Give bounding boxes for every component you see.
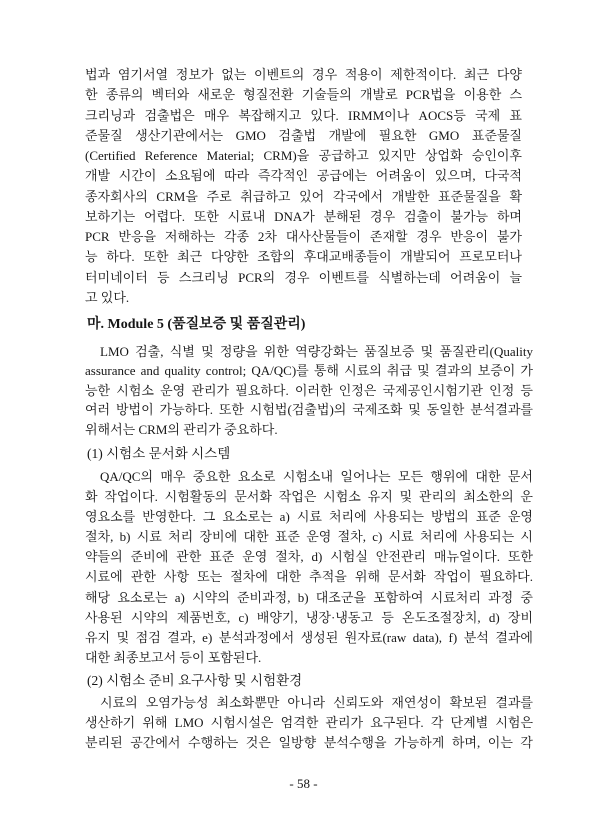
text-line: 시료의 오염가능성 최소화뿐만 아니라 신뢰도와 재연성이 확보된 결과를 bbox=[100, 695, 533, 710]
text-line: 종자회사의 CRM을 주로 취급하고 있어 각국에서 개발한 표준물질을 확 bbox=[85, 188, 522, 204]
paragraph-lab-documentation bbox=[85, 467, 533, 668]
text-line: 사용된 시약의 제품번호, c) 배양기, 냉장·냉동고 등 온도조절장치, d) 장비 bbox=[85, 609, 533, 625]
text-line: 법과 염기서열 정보가 없는 이벤트의 경우 적용이 제한적이다. 최근 다양 bbox=[85, 67, 522, 82]
text-line: QA/QC의 매우 중요한 요소로 시험소내 일어나는 모든 행위에 대한 문서 bbox=[100, 469, 533, 484]
text-line: 준물질 생산기관에서는 GMO 검출법 개발에 필요한 GMO 표준물질 bbox=[85, 127, 522, 143]
text-line: 터미네이터 등 스크리닝 PCR의 경우 이벤트를 식별하는데 어려움이 늘 bbox=[85, 269, 522, 285]
page-number: - 58 - bbox=[289, 776, 318, 791]
text-line: 분리된 공간에서 수행하는 것은 일방향 분석수행을 가능하게 하며, 이는 각 bbox=[85, 735, 533, 750]
text-line: 시료에 관한 사항 또는 절차에 대한 추적을 위해 문서화 작업이 필요하다. bbox=[85, 569, 533, 585]
text-line: 생산하기 위해 LMO 시험시설은 엄격한 관리가 요구된다. 각 단계별 시험은 bbox=[85, 715, 533, 730]
subsection-heading-lab-documentation: (1) 시험소 문서화 시스템 bbox=[87, 446, 231, 461]
text-line: 대한 최종보고서 등이 포함된다. bbox=[85, 649, 262, 665]
text-line: 능한 시험소 운영 관리가 필요하다. 이러한 인정은 국제공인시험기관 인정 등 bbox=[85, 382, 533, 398]
text-line: assurance and quality control; QA/QC)를 통해 시료의 취급 및 결과의 보증이 가 bbox=[85, 363, 533, 379]
paragraph-qaqc-overview bbox=[85, 342, 533, 439]
text-line: 화 작업이다. 시험활동의 문서화 작업은 시험소 유지 및 관리의 최소한의 운 bbox=[85, 489, 533, 505]
text-line: 크리닝과 검출법은 매우 복잡해지고 있다. IRMM이나 AOCS등 국제 표 bbox=[85, 107, 522, 123]
text-line: 유지 및 점검 결과, e) 분석과정에서 생성된 원자료(raw data), f) 분석 결과에 bbox=[85, 629, 533, 645]
text-line: PCR 반응을 저해하는 각종 2차 대사산물들이 존재할 경우 반응이 불가 bbox=[85, 229, 522, 244]
text-line: LMO 검출, 식별 및 정량을 위한 역량강화는 품질보증 및 품질관리(Quality bbox=[100, 344, 533, 359]
text-line: 보하기는 어렵다. 또한 시료내 DNA가 분해된 경우 검출이 불가능 하며 bbox=[85, 208, 522, 224]
text-line: 절차, b) 시료 처리 장비에 대한 표준 운영 절차, c) 시료 처리에 사용되는 시 bbox=[85, 529, 533, 545]
paragraph-lab-environment bbox=[85, 693, 533, 753]
text-line: 한 종류의 벡터와 새로운 형질전환 기술들의 개발로 PCR법을 이용한 스 bbox=[85, 87, 522, 103]
subsection-heading-lab-requirements: (2) 시험소 준비 요구사항 및 시험환경 bbox=[87, 673, 303, 688]
text-line: 개발 시간이 소요됨에 따라 즉각적인 공급에는 어려움이 있으며, 다국적 bbox=[85, 168, 522, 184]
text-line: 위해서는 CRM의 관리가 중요하다. bbox=[85, 421, 278, 437]
text-line: 여러 방법이 가능하다. 또한 시험법(검출법)의 국제조화 및 동일한 분석결과를 bbox=[85, 402, 533, 418]
section-heading-module5: 마. Module 5 (품질보증 및 품질관리) bbox=[87, 317, 306, 332]
text-line: 고 있다. bbox=[85, 289, 130, 305]
text-line: 약들의 준비에 관한 표준 운영 절차, d) 시험실 안전관리 매뉴얼이다. 또한 bbox=[85, 549, 533, 565]
text-line: 해당 요소로는 a) 시약의 준비과정, b) 대조군을 포함하여 시료처리 과정 중 bbox=[85, 589, 533, 605]
text-line: (Certified Reference Material; CRM)을 공급하고 있지만 상업화 승인이후 bbox=[85, 148, 522, 163]
text-line: 영요소를 반영한다. 그 요소로는 a) 시료 처리에 사용되는 방법의 표준 운영 bbox=[85, 509, 533, 525]
text-line: 능 하다. 또한 최근 다양한 조합의 후대교배종들이 개발되어 프로모터나 bbox=[85, 249, 522, 265]
paragraph-gmo-crm-limitations bbox=[85, 65, 522, 308]
